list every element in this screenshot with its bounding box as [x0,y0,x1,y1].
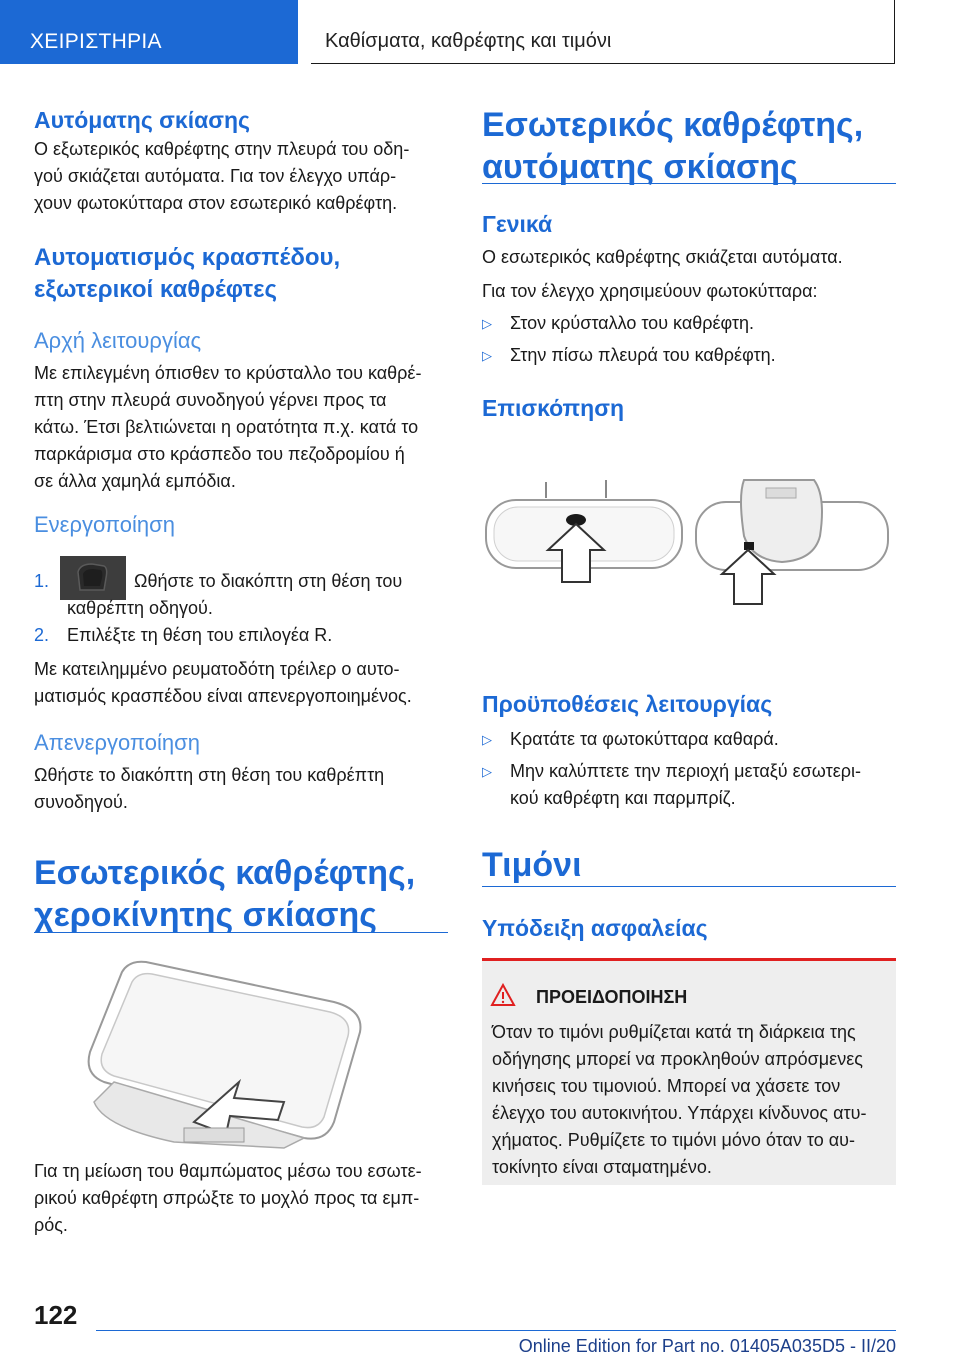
general-line-2: Για τον έλεγχο χρησιμεύουν φωτοκύτταρα: [482,281,818,301]
principle-heading: Αρχή λειτουργίας [34,328,202,353]
manual-mirror-heading-line-2: χεροκίνητης σκίασης [34,896,377,934]
triangle-bullet-icon: ▷ [482,348,492,363]
req-bullet-2: ▷ Μην καλύπτετε την περιοχή μεταξύ εσωτερι- κού καθρέφτη και παρμπρίζ. [482,758,896,812]
step-2 [34,622,448,649]
curb-heading-line-1: Αυτοματισμός κρασπέδου, [34,244,341,271]
warning-line-3: κινήσεις του τιμονιού. Μπορεί να χάσετε τον [492,1076,841,1096]
warning-box [482,958,896,1185]
manual-mirror-illustration [34,952,448,1152]
auto-mirror-heading-line-1: Εσωτερικός καθρέφτης, [482,106,864,144]
principle-line-3: κάτω. Έτσι βελτιώνεται η ορατότητα π.χ. κατά το [34,417,419,437]
manual-line-1: Για τη μείωση του θαμπώματος μέσω του εσωτε- [34,1161,422,1181]
auto-dimming-line-3: χουν φωτοκύτταρα στον εσωτερικό καθρέφτη. [34,193,398,213]
step-1-line-2: καθρέπτη οδηγού. [67,598,213,618]
requirements-heading: Προϋποθέσεις λειτουργίας [482,691,773,717]
step-1-line-1: Ωθήστε το διακόπτη στη θέση του [134,571,403,591]
principle-line-5: σε άλλα χαμηλά εμπόδια. [34,471,236,491]
chapter-title: Καθίσματα, καθρέφτης και τιμόνι [325,30,612,52]
triangle-bullet-icon: ▷ [482,316,492,331]
section-label: ΧΕΙΡΙΣΤΗΡΙΑ [30,30,162,53]
general-bullet-2: ▷ Στην πίσω πλευρά του καθρέφτη. [482,342,896,369]
deactivation-line-1: Ωθήστε το διακόπτη στη θέση του καθρέπτη [34,765,385,785]
mirror-switch-icon [60,556,126,600]
deactivation-heading: Απενεργοποίηση [34,730,200,755]
edition-text: Online Edition for Part no. 01405A035D5 - II/20 [518,1336,896,1356]
activation-heading: Ενεργοποίηση [34,512,175,537]
general-heading: Γενικά [482,211,553,237]
triangle-bullet-icon: ▷ [482,764,492,779]
safety-heading: Υπόδειξη ασφαλείας [482,915,708,941]
principle-line-4: παρκάρισμα στο κράσπεδο του πεζοδρομίου ή [34,444,405,464]
auto-dimming-line-2: γού σκιάζεται αυτόματα. Για τον έλεγχο υπάρ- [34,166,397,186]
page-number: 122 [34,1300,78,1330]
warning-line-4: έλεγχο του αυτοκινήτου. Υπάρχει κίνδυνος ατυ- [492,1103,867,1123]
req-bullet-1: ▷ Κρατάτε τα φωτοκύτταρα καθαρά. [482,726,896,753]
section-rule [482,886,896,887]
warning-label: ΠΡΟΕΙΔΟΠΟΙΗΣΗ [536,987,688,1007]
principle-line-2: πτη στην πλευρά συνοδηγού γέρνει προς τα [34,390,387,410]
curb-heading-line-2: εξωτερικοί καθρέφτες [34,276,277,303]
warning-line-6: τοκίνητο είναι σταματημένο. [492,1157,712,1177]
deactivation-line-2: συνοδηγού. [34,792,128,812]
warning-line-5: χήματος. Ρυθμίζετε το τιμόνι μόνο όταν το αυ- [492,1130,855,1150]
general-line-1: Ο εσωτερικός καθρέφτης σκιάζεται αυτόματα. [482,247,843,267]
trailer-line-2: ματισμός κρασπέδου είναι απενεργοποιημένος. [34,686,412,706]
principle-line-1: Με επιλεγμένη όπισθεν το κρύσταλλο του καθρέ- [34,363,422,383]
triangle-bullet-icon: ▷ [482,732,492,747]
section-tab [0,0,298,64]
section-rule [482,183,896,184]
manual-mirror-heading-line-1: Εσωτερικός καθρέφτης, [34,854,416,892]
trailer-line-1: Με κατειλημμένο ρευματοδότη τρέιλερ ο αυτο- [34,659,400,679]
warning-line-2: οδήγησης μπορεί να προκληθούν απρόσμενες [492,1049,863,1069]
warning-line-1: Όταν το τιμόνι ρυθμίζεται κατά τη διάρκεια της [492,1022,856,1042]
overview-illustration [482,476,896,616]
auto-dimming-line-1: Ο εξωτερικός καθρέφτης στην πλευρά του οδη- [34,139,410,159]
warning-triangle-icon [490,983,516,1007]
step-1-number: 1. [34,571,50,591]
steering-heading: Τιμόνι [482,846,582,884]
general-bullet-1: ▷ Στον κρύσταλλο του καθρέφτη. [482,310,896,337]
auto-dimming-heading: Αυτόματης σκίασης [34,107,251,133]
manual-line-3: ρός. [34,1215,68,1235]
manual-line-2: ρικού καθρέφτη σπρώξτε το μοχλό προς τα εμπ- [34,1188,420,1208]
section-rule [34,932,448,933]
step-2-number: 2. [34,625,50,645]
step-2-text: Επιλέξτε τη θέση του επιλογέα R. [67,625,333,645]
auto-mirror-heading-line-2: αυτόματης σκίασης [482,148,798,186]
footer-rule [96,1330,896,1331]
overview-heading: Επισκόπηση [482,395,624,421]
chapter-header [311,0,895,64]
